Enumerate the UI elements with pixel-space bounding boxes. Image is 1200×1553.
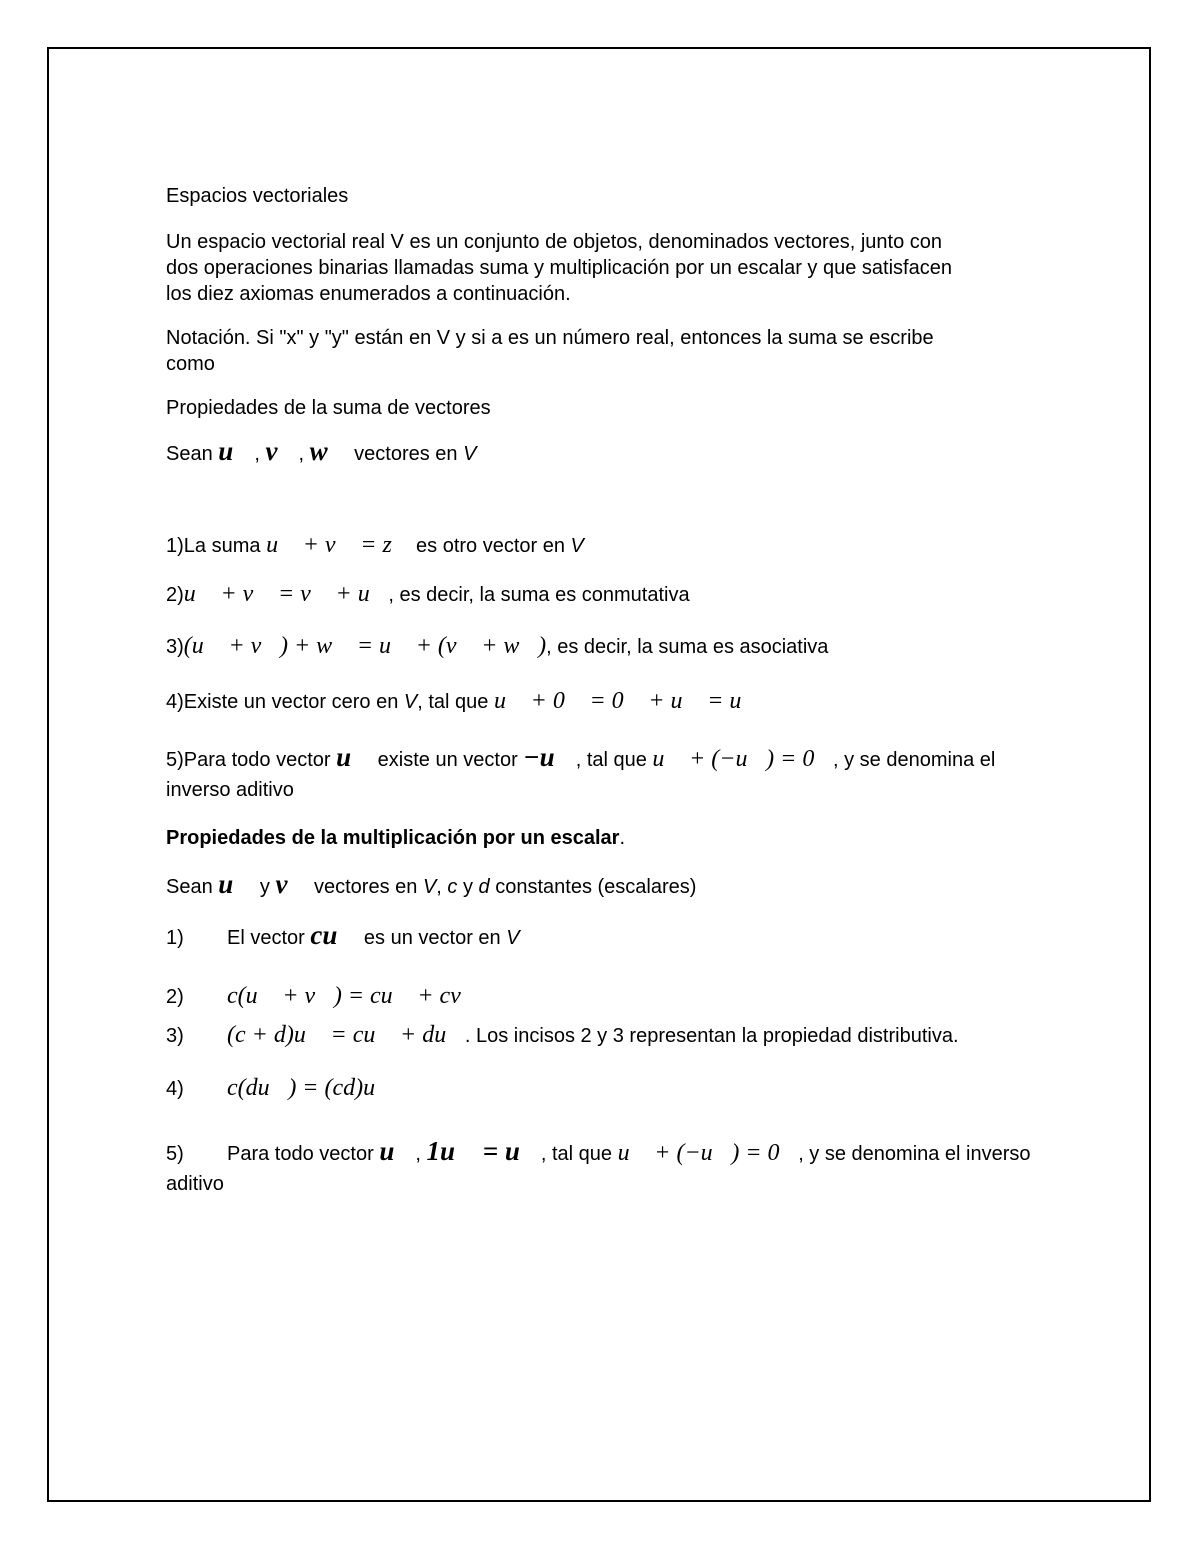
vector-w: w⃗ — [309, 436, 349, 466]
intro-line-2: dos operaciones binarias llamadas suma y multiplicación por un escalar y que satisfacen — [166, 257, 952, 279]
scalar-d: d — [478, 876, 490, 898]
prop-mid: , tal que — [417, 691, 494, 713]
vector-u: u⃗ — [218, 869, 255, 899]
document-title: Espacios vectoriales — [166, 185, 349, 207]
space-v: V — [463, 443, 477, 465]
scalar-c: c — [447, 876, 458, 898]
prop-mid: , tal que — [540, 1143, 618, 1165]
formula: u⃗ + (−u⃗) = 0⃗ — [617, 1140, 799, 1166]
mult-intro-prefix: Sean — [166, 876, 213, 898]
conjunction: y — [259, 876, 270, 898]
sum-prop-4 — [166, 681, 1036, 722]
space-v: V — [506, 927, 520, 949]
mult-prop-5 — [166, 1134, 1036, 1197]
mult-prop-3 — [166, 1016, 1036, 1055]
prop-prefix: 4)Existe un vector cero en — [166, 691, 404, 713]
formula: 1u⃗ = u⃗ — [426, 1136, 541, 1166]
formula: u⃗ — [336, 742, 373, 772]
mult-intro-text: y — [457, 876, 479, 898]
heading-period: . — [619, 827, 626, 849]
intro-line-1: Un espacio vectorial real V es un conjunto de objetos, denominados vectores, junto con — [166, 231, 943, 253]
mult-prop-1 — [166, 918, 1036, 955]
prop-mid: , tal que — [575, 749, 653, 771]
formula: u⃗ + v⃗ = v⃗ + u⃗ — [183, 581, 389, 607]
item-number: 5) — [166, 1143, 184, 1165]
prop-prefix: 5)Para todo vector — [166, 749, 337, 771]
sum-prop-5-cont: inverso aditivo — [166, 779, 294, 801]
document-body — [166, 183, 1036, 1197]
sum-intro-prefix: Sean — [166, 443, 213, 465]
vector-v: v⃗ — [265, 436, 299, 466]
formula: u⃗ + 0⃗ = 0⃗ + u⃗ = u⃗ — [493, 688, 761, 714]
prop-mid: existe un vector — [372, 749, 524, 771]
mult-prop-4 — [166, 1069, 1036, 1108]
mult-heading-text: Propiedades de la multiplicación por un escalar — [166, 827, 620, 849]
mult-prop-5-cont: aditivo — [166, 1173, 224, 1195]
prop-prefix: Para todo vector — [227, 1143, 380, 1165]
sum-prop-5-line — [166, 740, 1036, 777]
prop-prefix: 2) — [166, 584, 184, 606]
sum-prop-3 — [166, 626, 1036, 667]
formula: u⃗ + v⃗ = z⃗ — [266, 532, 411, 558]
item-number: 3) — [166, 1025, 184, 1047]
item-number: 2) — [166, 986, 184, 1008]
intro-paragraph — [166, 229, 1036, 307]
formula: cu⃗ — [310, 920, 359, 950]
prop-suffix: es otro vector en — [410, 535, 571, 557]
sum-intro: Sean u⃗, v⃗, w⃗ vectores en V — [166, 436, 477, 466]
prop-suffix: . Los incisos 2 y 3 representan la propiedad distributiva. — [464, 1025, 959, 1047]
item-number: 1) — [166, 927, 184, 949]
formula: c(du⃗) = (cd)u⃗ — [227, 1075, 394, 1101]
prop-prefix: El vector — [227, 927, 311, 949]
sum-prop-1 — [166, 528, 1036, 563]
intro-line-3: los diez axiomas enumerados a continuación. — [166, 283, 571, 305]
mult-prop-5-line: 5) Para todo vector u⃗, 1u⃗ = u⃗, tal que u⃗ + (−u⃗) = 0⃗, y se denomina el inverso — [166, 1134, 1036, 1171]
space-v: V — [570, 535, 584, 557]
prop-prefix: 3) — [166, 636, 184, 658]
mult-intro — [166, 867, 1036, 904]
item-number: 4) — [166, 1078, 184, 1100]
notation-line-2: como — [166, 353, 215, 375]
formula: −u⃗ — [523, 742, 576, 772]
mult-intro-text: constantes (escalares) — [489, 876, 697, 898]
prop-suffix: es un vector en — [358, 927, 507, 949]
prop-suffix: , y se denomina el — [833, 749, 996, 771]
formula: (u⃗ + v⃗) + w⃗ = u⃗ + (v⃗ + w⃗) — [183, 633, 547, 659]
sum-prop-2 — [166, 577, 1036, 612]
prop-suffix: , es decir, la suma es conmutativa — [388, 584, 690, 606]
mult-prop-2 — [166, 977, 1036, 1016]
notation-line-1: Notación. Si "x" y "y" están en V y si a es un número real, entonces la suma se escribe — [166, 327, 934, 349]
mult-intro-text: , — [436, 876, 448, 898]
sum-prop-5 — [166, 740, 1036, 803]
prop-suffix: , es decir, la suma es asociativa — [546, 636, 829, 658]
prop-suffix: , y se denomina el inverso — [798, 1143, 1031, 1165]
mult-heading — [166, 825, 1036, 851]
sum-heading: Propiedades de la suma de vectores — [166, 397, 491, 419]
formula: u⃗ + (−u⃗) = 0⃗ — [652, 746, 833, 772]
mult-intro-text: vectores en — [314, 876, 423, 898]
vector-u: u⃗ — [218, 436, 255, 466]
space-v: V — [403, 691, 418, 713]
formula: u⃗ — [379, 1136, 416, 1166]
notation-paragraph — [166, 325, 1036, 377]
formula: c(u⃗ + v⃗) = cu⃗ + cv⃗ — [227, 983, 480, 1009]
vector-v: v⃗ — [275, 869, 309, 899]
formula: (c + d)u⃗ = cu⃗ + du⃗ — [227, 1022, 465, 1048]
prop-prefix: 1)La suma — [166, 535, 267, 557]
sum-intro-suffix: vectores en — [354, 443, 458, 465]
space-v: V — [422, 876, 437, 898]
